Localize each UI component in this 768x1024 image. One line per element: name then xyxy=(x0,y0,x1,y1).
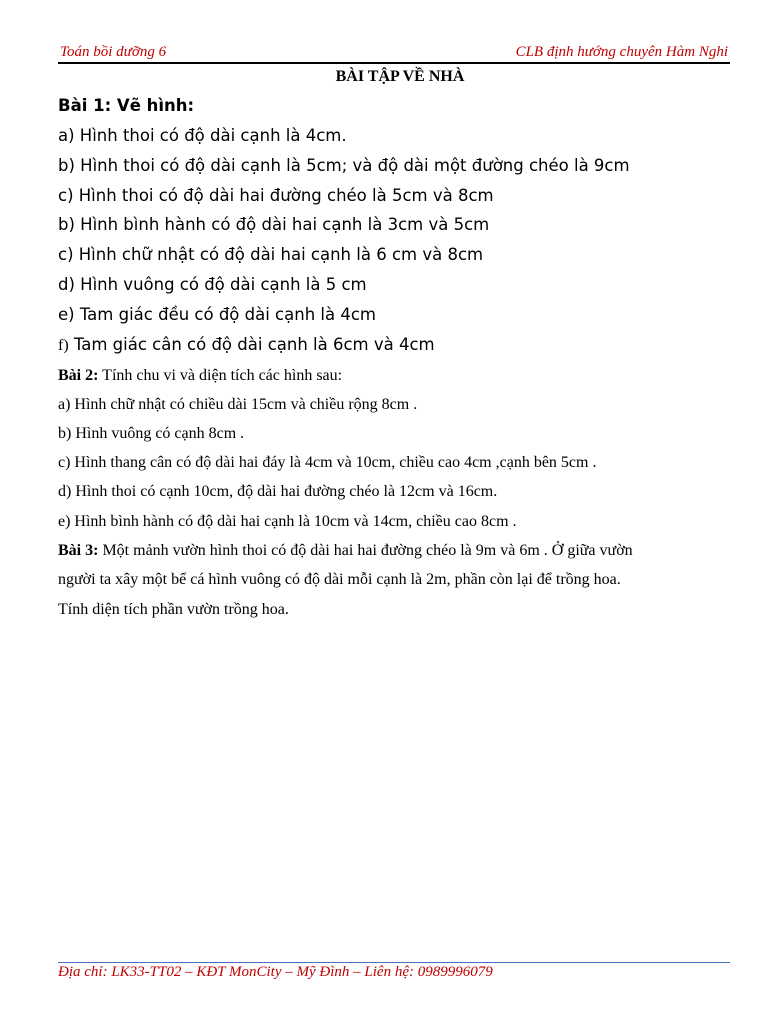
bai2-item-c: c) Hình thang cân có độ dài hai đáy là 4cm và 10cm, chiều cao 4cm ,cạnh bên 5cm . xyxy=(58,454,597,471)
bai2-item-a: a) Hình chữ nhật có chiều dài 15cm và chiều rộng 8cm . xyxy=(58,396,418,413)
bai1-heading: Bài 1: Vẽ hình: xyxy=(58,96,195,115)
bai3-line1 xyxy=(58,542,633,560)
bai3-label: Bài 3: xyxy=(58,542,99,559)
bai1-item-c2: c) Hình chữ nhật có độ dài hai cạnh là 6 cm và 8cm xyxy=(58,245,484,264)
bai1-item-b2: b) Hình bình hành có độ dài hai cạnh là 3cm và 5cm xyxy=(58,215,490,234)
page-title: BÀI TẬP VỀ NHÀ xyxy=(335,68,465,85)
header-right: CLB định hướng chuyên Hàm Nghi xyxy=(515,44,728,60)
bai1-item-f xyxy=(58,335,435,355)
bai1-item-d: d) Hình vuông có độ dài cạnh là 5 cm xyxy=(58,275,367,294)
bai2-item-b: b) Hình vuông có cạnh 8cm . xyxy=(58,425,245,442)
bai1-item-f-text: Tam giác cân có độ dài cạnh là 6cm và 4cm xyxy=(68,335,435,354)
bai2-intro xyxy=(58,367,342,385)
bai3-text1: Một mảnh vườn hình thoi có độ dài hai hai đường chéo là 9m và 6m . Ở giữa vườn xyxy=(98,542,633,559)
bai2-item-e: e) Hình bình hành có độ dài hai cạnh là 10cm và 14cm, chiều cao 8cm . xyxy=(58,513,517,530)
bai1-item-b: b) Hình thoi có độ dài cạnh là 5cm; và độ dài một đường chéo là 9cm xyxy=(58,156,630,175)
page-footer: Địa chỉ: LK33-TT02 – KĐT MonCity – Mỹ Đình – Liên hệ: 0989996079 xyxy=(58,962,730,981)
bai2-label: Bài 2: xyxy=(58,367,99,384)
bai1-item-e: e) Tam giác đều có độ dài cạnh là 4cm xyxy=(58,305,376,324)
header-left: Toán bồi dưỡng 6 xyxy=(60,44,167,60)
bai2-item-d: d) Hình thoi có cạnh 10cm, độ dài hai đường chéo là 12cm và 16cm. xyxy=(58,483,498,500)
bai1-item-f-prefix: f) xyxy=(58,337,69,354)
bai3-line3: Tính diện tích phần vườn trồng hoa. xyxy=(58,601,289,618)
page-header xyxy=(58,44,730,64)
bai3-line2: người ta xây một bể cá hình vuông có độ dài mỗi cạnh là 2m, phần còn lại để trồng hoa. xyxy=(58,571,621,588)
bai1-item-a: a) Hình thoi có độ dài cạnh là 4cm. xyxy=(58,126,347,145)
bai1-item-c: c) Hình thoi có độ dài hai đường chéo là 5cm và 8cm xyxy=(58,186,494,205)
bai2-text: Tính chu vi và diện tích các hình sau: xyxy=(98,367,343,384)
